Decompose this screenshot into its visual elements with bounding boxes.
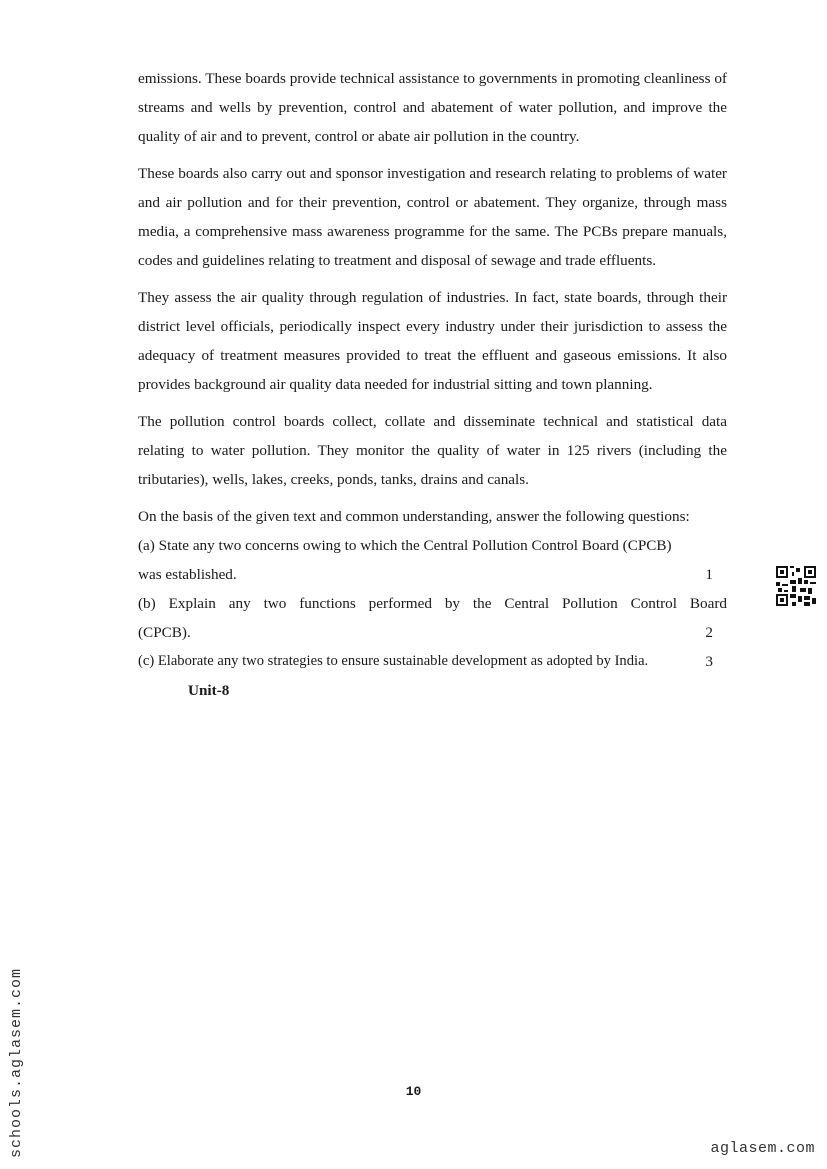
unit-heading: Unit-8	[188, 682, 230, 699]
question-b-text-cont: (CPCB).	[138, 624, 191, 641]
question-b	[138, 589, 727, 647]
paragraph-3: They assess the air quality through regulation of industries. In fact, state boards, through their district level officials, periodically inspect every industry under their jurisdiction to assess the adequacy of treatment measures provided to treat the effluent and gaseous emissions. It also provides background air quality data needed for industrial sitting and town planning.	[138, 289, 727, 393]
page-number: 10	[405, 1084, 422, 1099]
question-c-text: (c) Elaborate any two strategies to ensure sustainable development as adopted by India.	[138, 653, 649, 669]
question-b-marks: 2	[705, 624, 713, 641]
question-a-text: (a) State any two concerns owing to which the Central Pollution Control Board (CPCB)	[138, 537, 672, 554]
question-a	[138, 531, 727, 589]
paragraph-2: These boards also carry out and sponsor investigation and research relating to problems of water and air pollution and for their prevention, control or abatement. They organize, through mass media, a comprehensive mass awareness programme for the same. The PCBs prepare manuals, codes and guidelines relating to treatment and disposal of sewage and trade effluents.	[138, 165, 727, 269]
question-a-marks: 1	[705, 566, 713, 583]
instruction-paragraph: On the basis of the given text and common understanding, answer the following questions:	[138, 508, 690, 525]
document-body	[138, 64, 727, 705]
paragraph-4: The pollution control boards collect, collate and disseminate technical and statistical data relating to water pollution. They monitor the quality of water in 125 rivers (including the tributaries), wells, lakes, creeks, ponds, tanks, drains and canals.	[138, 413, 727, 488]
paragraph-1: emissions. These boards provide technical assistance to governments in promoting cleanliness of streams and wells by prevention, control and abatement of water pollution, and improve the quality of air and to prevent, control or abate air pollution in the country.	[138, 70, 727, 145]
question-c-line1	[138, 647, 727, 676]
question-a-text-cont: was established.	[138, 566, 237, 583]
qr-code-icon	[776, 566, 816, 606]
side-watermark: schools.aglasem.com	[8, 967, 25, 1158]
question-b-line1	[138, 589, 727, 618]
question-a-line2	[138, 560, 727, 589]
question-c	[138, 647, 727, 676]
question-c-marks: 3	[705, 653, 713, 670]
question-b-text: (b) Explain any two functions performed by the Central Pollution Control Board	[138, 595, 727, 612]
footer-watermark: aglasem.com	[710, 1140, 815, 1157]
question-b-line2	[138, 618, 727, 647]
